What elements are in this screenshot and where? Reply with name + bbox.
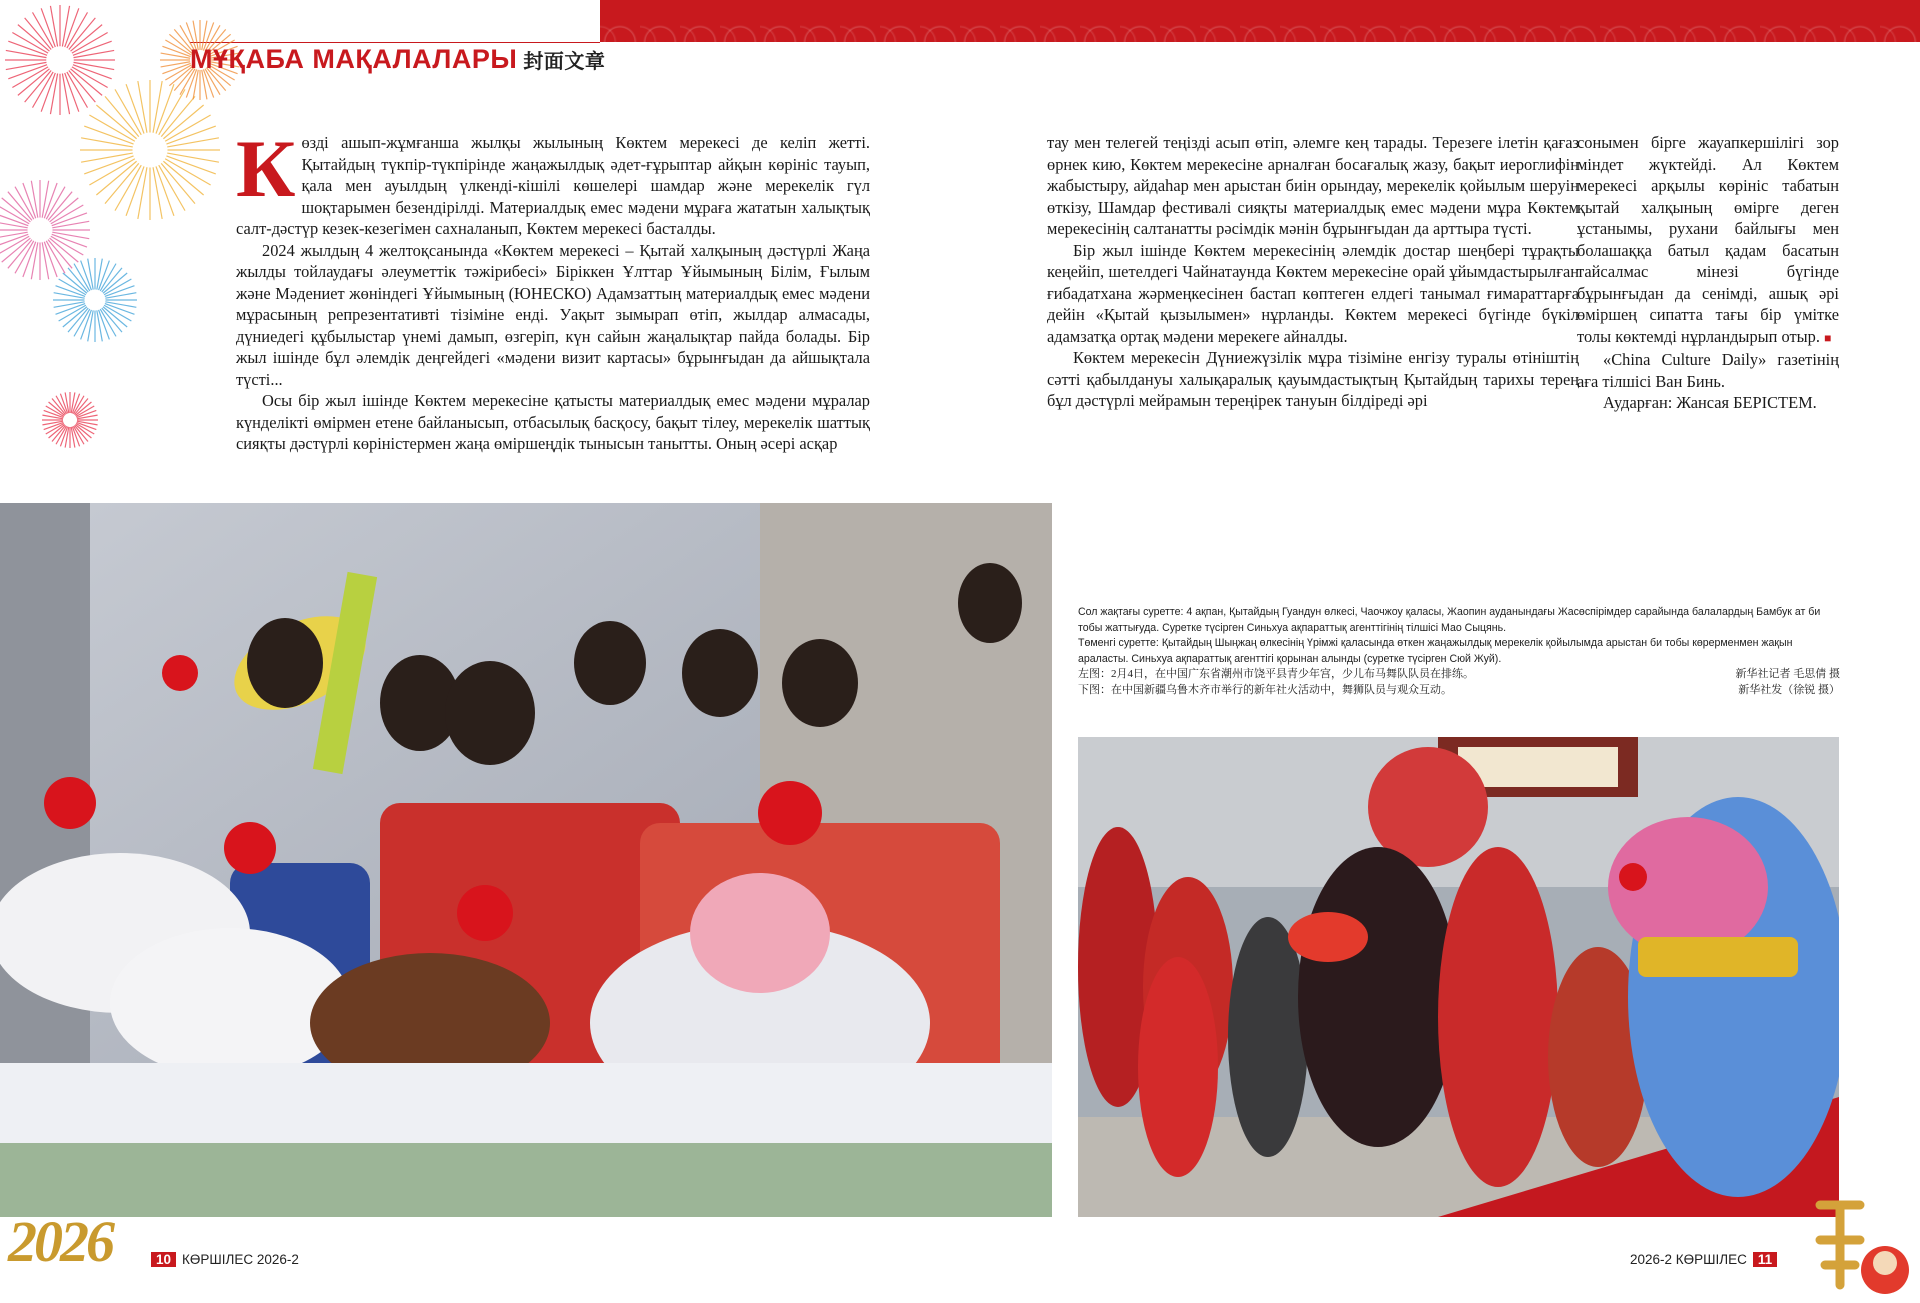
- caption-cn-bottom: 下图：在中国新疆乌鲁木齐市举行的新年社火活动中，舞狮队员与观众互动。: [1078, 683, 1452, 696]
- year-decoration: 2026: [8, 1209, 112, 1274]
- drop-cap: К: [236, 123, 296, 214]
- article-paragraph: Көктем мерекесін Дүниежүзілік мұра тізіміне енгізу туралы өтініштің сәтті қабылдануы халықаралық қауымдастықтың Қытайдың тарихы терең бұл дәстүрлі мейрамын тереңірек тануын білдіреді әрі: [1047, 348, 1579, 410]
- article-paragraph: Осы бір жыл ішінде Көктем мерекесіне қатысты материалдық емес мәдени мұралар күнделікті өмірмен етене байланысып, отбасылық басқосу, бақыт тілеу, мерекелік шаттық сияқты дәстүрлі көріністермен жаңа өміршеңдік тынысын танытты. Оның әсері асқар: [236, 391, 870, 453]
- article-paragraph: 2024 жылдың 4 желтоқсанында «Көктем мерекесі – Қытай халқының дәстүрлі Жаңа жылды тойлаудағы әлеуметтік тәжірибесі» Біріккен Ұлттар Ұйымының Білім, Ғылым және Мәдениет жөніндегі Ұйымының (ЮНЕСКО) Адамзаттың материалдық емес мәдени мұрасының репрезентативті тізіміне енді. Уақыт зымырап өтіп, жылдар алмасады, дүниедегі құбылыстар үнемі дамып, өзгеріп, күн сайын жаңалықтар пайда болады. Бір жыл ішінде бұл әлемдік деңгейдегі «мәдени визит картасы» бұрынғыдан да айшықтала түсті...: [236, 240, 870, 389]
- caption-cn-bottom-credit: 新华社发（徐锐 摄）: [1738, 683, 1840, 696]
- article-paragraph: Көзді ашып-жұмғанша жылқы жылының Көктем мерекесі де келіп жетті. Қытайдың түкпір-түкпірінде жаңажылдық әдет-ғұрыптар айқын көрініс тауып, қала мен ауылдың үлкенді-кішілі көшелері шамдар және мерекелік гүл шоқтарымен безендірілді. Материалдық емес мәдени мұраға жататын халықтық салт-дәстүр кезек-кезегімен сахналанып, Көктем мерекесі басталды.: [236, 123, 870, 238]
- section-title-kz: МҰҚАБА МАҚАЛАЛАРЫ: [190, 44, 518, 74]
- article-column-2: [1047, 132, 1579, 412]
- caption-cn-bottom-row: [1078, 683, 1840, 699]
- caption-cn-left-row: [1078, 667, 1840, 683]
- article-translator: Аударған: Жансая БЕРІСТЕМ.: [1603, 393, 1817, 412]
- footer-right-label: 2026-2 КӨРШІЛЕС: [1630, 1252, 1747, 1267]
- top-decorative-band: [600, 0, 1920, 42]
- footer-left: [145, 1252, 299, 1267]
- article-source: «China Culture Daily» газетінің аға тілшісі Ван Бинь.: [1577, 350, 1839, 391]
- article-column-1: [236, 123, 870, 455]
- section-title-cn: 封面文章: [523, 51, 606, 73]
- photo-bamboo-horse-dance: [0, 503, 1052, 1217]
- footer-right: [1630, 1252, 1783, 1267]
- end-mark: ■: [1824, 330, 1832, 345]
- article-paragraph: тау мен телегей теңізді асып өтіп, әлемге кең тарады. Терезеге ілетін қағаз өрнек кию, Көктем мерекесіне арналған босағалық жазу, бақыт иероглифін жабыстыру, айдаһар мен арыстан биін орындау, мерекелік қойылым шеруін өткізу, Шамдар фестивалі сияқты материалдық емес мәдени мұра Көктем мерекесінің салтанатты рәсімдік мәнін бұрынғыдан да арттыра түсті.: [1047, 133, 1579, 238]
- article-paragraph: сонымен бірге жауапкершілігі зор міндет жүктейді. Ал Көктем мерекесі арқылы көрініс табатын қытай халқының өмірге деген ұстанымы, рухани байлығы мен болашаққа батыл қадам басатын тайсалмас мінезі бүгінде бұрынғыдан да сенімді, ашық әрі өміршең сипатта тағы бір үмітке толы көктемді нұрландырып отыр. ■: [1577, 133, 1839, 346]
- caption-kz-left: Сол жақтағы суретте: 4 ақпан, Қытайдың Гуандун өлкесі, Чаочжоу қаласы, Жаопин ауданындағы Жасөспірімдер сарайында балалардың Бамбук ат би тобы жаттығуда. Суретке түсірген Синьхуа ақпараттық агенттігінің тілшісі Мао Сыцянь.: [1078, 606, 1821, 634]
- caption-kz-bottom: Төменгі суретте: Қытайдың Шыңжаң өлкесінің Үрімжі қаласында өткен жаңажылдық мерекелік қойылымда арыстан би тобы көрерменмен жақын араласты. Синьхуа ақпараттық агенттігі қорынан алынды (суретке түсірген Сюй Жуй).: [1078, 637, 1793, 665]
- photo-lion-dance: [1078, 737, 1839, 1217]
- article-column-3: [1577, 132, 1839, 414]
- caption-cn-left-credit: 新华社记者 毛思倩 摄: [1735, 668, 1840, 680]
- page-number-left: 10: [151, 1252, 176, 1267]
- page-number-right: 11: [1753, 1252, 1777, 1267]
- photo-captions: [1078, 605, 1840, 698]
- section-title: [190, 44, 605, 75]
- header-rule: [190, 42, 600, 43]
- footer-left-label: КӨРШІЛЕС 2026-2: [182, 1252, 299, 1267]
- caption-cn-left: 左图：2月4日，在中国广东省潮州市饶平县青少年宫，少儿布马舞队队员在排练。: [1078, 668, 1474, 680]
- article-paragraph: Бір жыл ішінде Көктем мерекесінің әлемдік достар шеңбері тұрақты кеңейіп, шетелдегі Чайнатаунда Көктем мерекесіне орай ұйымдастырылған ғибадатхана жәрмеңкесінен бастап көптеген елдегі танымал ғимараттарға дейін «Қытай қызылымен» нұрланды. Көктем мерекесі бүгінде бүкіл адамзатқа ортақ мәдени мерекеге айналды.: [1047, 240, 1579, 346]
- fireworks-decoration: [0, 0, 240, 520]
- fu-character-decoration: [1790, 1185, 1920, 1303]
